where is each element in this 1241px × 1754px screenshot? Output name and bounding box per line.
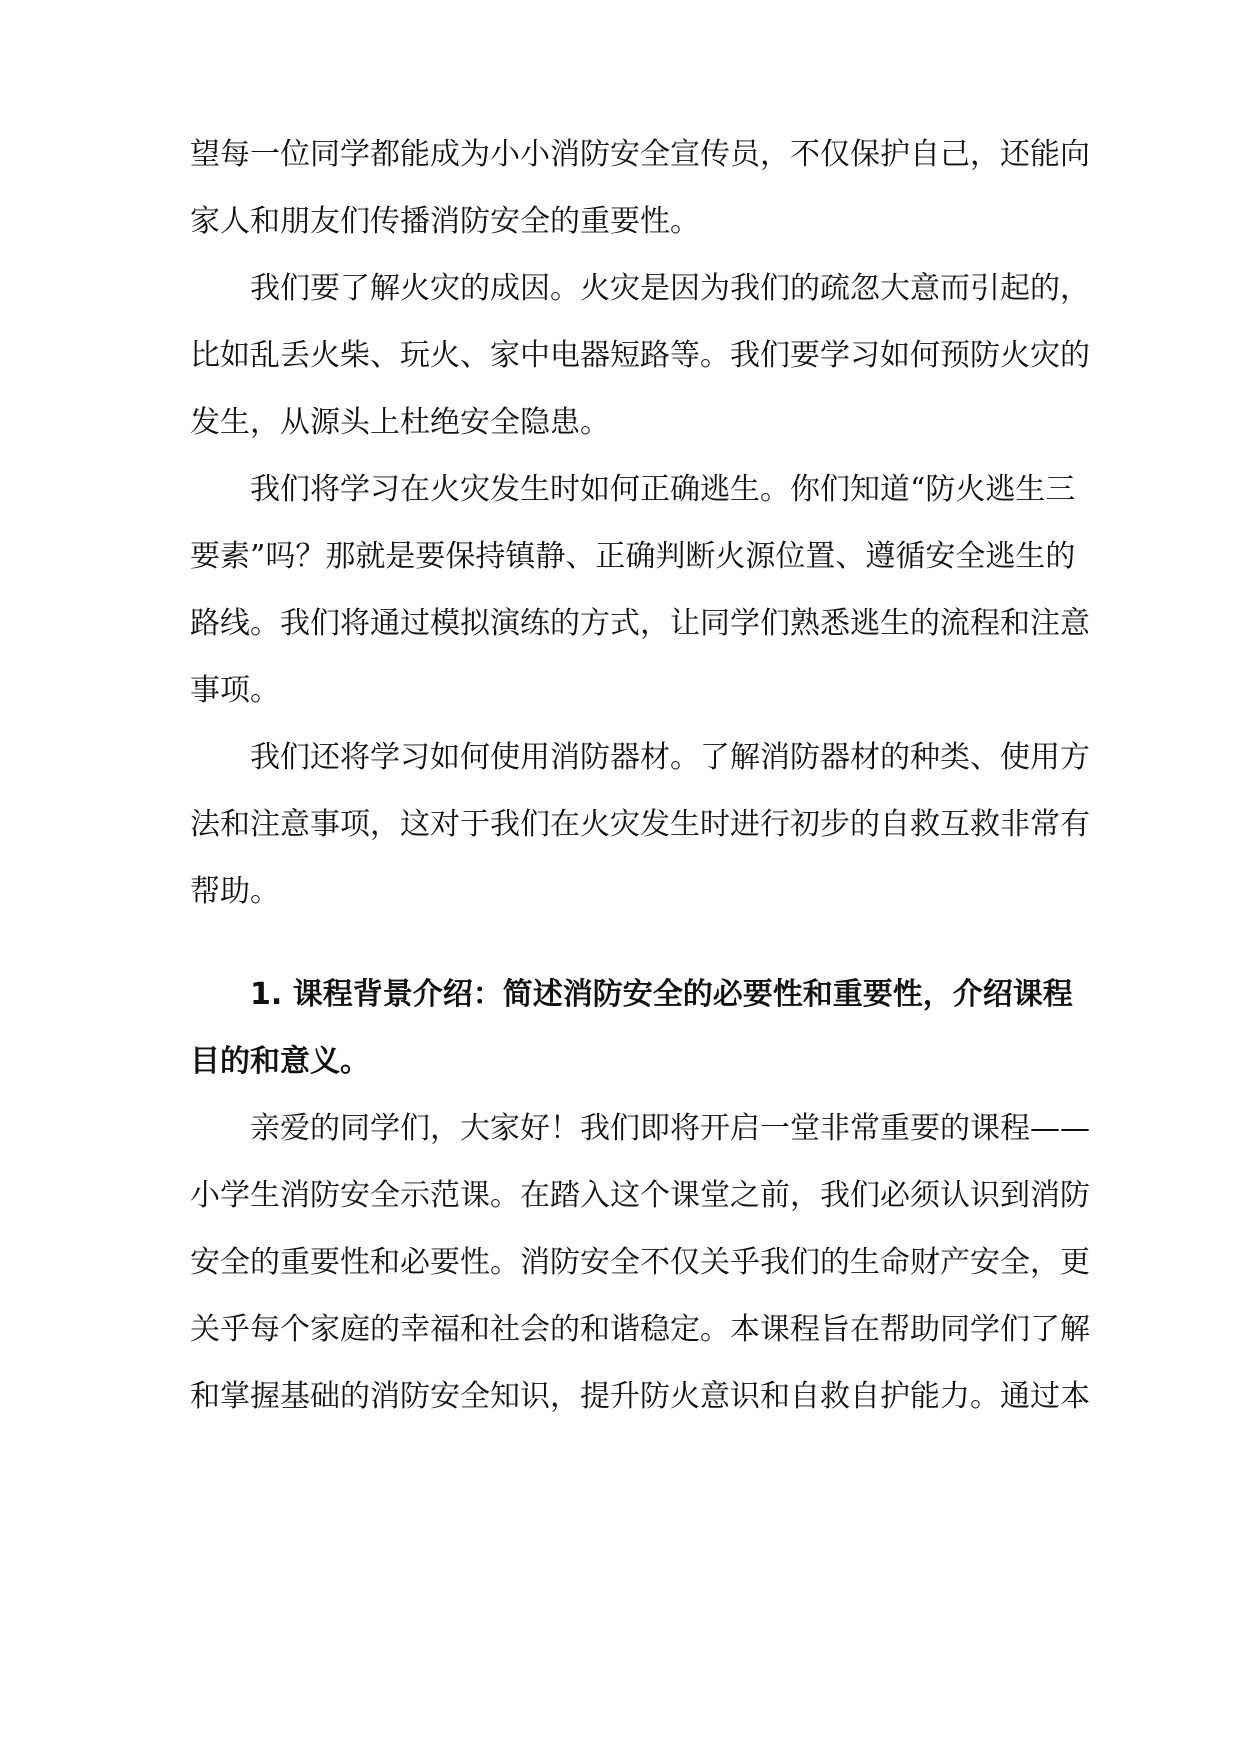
section-heading: 1. 课程背景介绍：简述消防安全的必要性和重要性，介绍课程	[250, 977, 1073, 1012]
paragraph-line: 关乎每个家庭的幸福和社会的和谐稳定。本课程旨在帮助同学们了解	[190, 1312, 1090, 1347]
paragraph-line: 法和注意事项，这对于我们在火灾发生时进行初步的自救互救非常有	[190, 807, 1090, 842]
paragraph-line: 我们将学习在火灾发生时如何正确逃生。你们知道“防火逃生三	[250, 472, 1076, 507]
paragraph-line: 和掌握基础的消防安全知识，提升防火意识和自救自护能力。通过本	[190, 1379, 1090, 1414]
paragraph-line: 帮助。	[190, 874, 280, 909]
paragraph-line: 望每一位同学都能成为小小消防安全宣传员，不仅保护自己，还能向	[190, 137, 1090, 172]
paragraph-line: 路线。我们将通过模拟演练的方式，让同学们熟悉逃生的流程和注意	[190, 606, 1090, 641]
paragraph-line: 亲爱的同学们，大家好！我们即将开启一堂非常重要的课程——	[250, 1111, 1090, 1146]
paragraph-line: 我们要了解火灾的成因。火灾是因为我们的疏忽大意而引起的，	[250, 271, 1090, 306]
paragraph-line: 我们还将学习如何使用消防器材。了解消防器材的种类、使用方	[250, 740, 1090, 775]
paragraph-line: 发生，从源头上杜绝安全隐患。	[190, 405, 610, 440]
section-heading: 目的和意义。	[190, 1044, 370, 1079]
paragraph-line: 安全的重要性和必要性。消防安全不仅关乎我们的生命财产安全，更	[190, 1245, 1090, 1280]
paragraph-line: 小学生消防安全示范课。在踏入这个课堂之前，我们必须认识到消防	[190, 1178, 1090, 1213]
paragraph-line: 要素”吗？那就是要保持镇静、正确判断火源位置、遵循安全逃生的	[190, 539, 1076, 574]
paragraph-line: 事项。	[190, 673, 280, 708]
paragraph-line: 比如乱丢火柴、玩火、家中电器短路等。我们要学习如何预防火灾的	[190, 338, 1090, 373]
paragraph-line: 家人和朋友们传播消防安全的重要性。	[190, 204, 700, 239]
